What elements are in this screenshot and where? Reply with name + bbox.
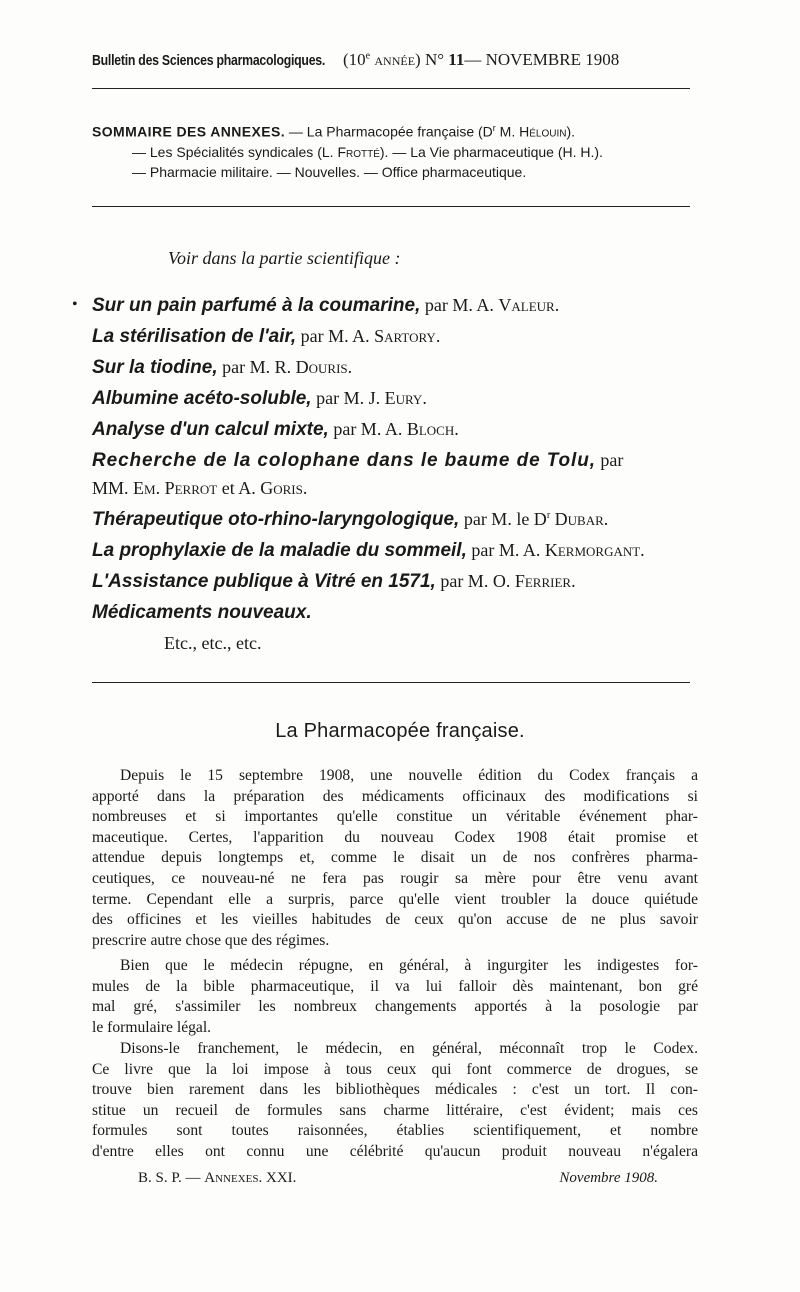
running-header	[92, 50, 692, 70]
header-rule	[92, 88, 690, 89]
sommaire-line-3: — Pharmacie militaire. — Nouvelles. — Office pharmaceutique.	[132, 163, 527, 180]
text-line: stitue un recueil de formules sans charme littéraire, c'est évident; mais ces	[92, 1101, 698, 1119]
toc-item	[92, 597, 702, 628]
toc-author: Goris.	[260, 478, 308, 498]
sommaire-line-2	[92, 142, 702, 162]
paragraph-3	[92, 1039, 698, 1163]
sommaire-line1-author: M. Hélouin).	[495, 123, 576, 140]
issue-annee: année)	[370, 50, 421, 69]
text-line: le formulaire légal.	[92, 1018, 212, 1036]
sommaire-heading: SOMMAIRE DES ANNEXES.	[92, 123, 286, 140]
toc-title: Recherche de la colophane dans le baume de Tolu,	[92, 450, 596, 471]
toc-title: La prophylaxie de la maladie du sommeil,	[92, 540, 467, 561]
text-line: d'entre elles ont connu une célébrité qu'aucun produit nouveau n'égalera	[92, 1142, 698, 1160]
text-line: nombreuses et si importantes qu'elle constitue un véritable événement phar-	[92, 808, 698, 826]
toc-author: Valeur.	[498, 295, 560, 315]
text-line: mal gré, s'assimiler les nombreux changements apportés à la posologie par	[92, 998, 698, 1016]
toc-by: par M. O.	[435, 571, 515, 591]
toc-by: par M. le D	[459, 509, 547, 529]
toc-item	[92, 445, 702, 500]
toc-title: Médicaments nouveaux.	[92, 602, 312, 623]
text-line: des officines et les vieilles habitudes de ceux qu'on accuse de ne plus savoir	[92, 911, 698, 929]
toc-author: Sartory.	[374, 326, 441, 346]
page-footer	[138, 1170, 658, 1187]
toc-by: par M. A.	[296, 326, 375, 346]
toc-continuation	[92, 476, 702, 500]
issue-date: — NOVEMBRE 1908	[464, 50, 620, 69]
toc-item	[92, 383, 702, 414]
text-line: Bien que le médecin répugne, en général, à ingurgiter les indigestes for-	[120, 957, 698, 974]
sommaire-line-1	[92, 118, 702, 142]
footer-left-b: Annexes. XXI.	[204, 1170, 297, 1186]
issue-sup: e	[365, 50, 371, 62]
paragraph-2	[92, 956, 698, 1038]
toc-item	[92, 352, 702, 383]
issue-number: 11	[448, 50, 465, 69]
text-line: ceutiques, ce nouveau-né ne fera pas rougir sa mère pour être venu avant	[92, 869, 698, 887]
toc-by: par M. A.	[466, 540, 545, 560]
text-line: attendue depuis longtemps et, comme le disait un de nos confrères pharma-	[92, 849, 698, 867]
toc-item	[92, 566, 702, 597]
margin-dot: •	[72, 296, 78, 313]
text-line: Ce livre que la loi impose à tous ceux qui font commerce de drogues, se	[92, 1060, 698, 1078]
toc-title: Albumine acéto-soluble,	[92, 388, 312, 409]
toc-by: par M. J.	[311, 388, 385, 408]
toc-item	[92, 321, 702, 352]
toc-author: Kermorgant.	[544, 540, 645, 560]
etc-line: Etc., etc., etc.	[164, 633, 262, 653]
sommaire-des-annexes	[92, 118, 702, 182]
text-line: trouve bien rarement dans les bibliothèques médicales : c'est un tort. Il con-	[92, 1081, 698, 1099]
toc-item	[92, 290, 702, 321]
footer-left-a: B. S. P. —	[138, 1170, 205, 1186]
toc-by: par M. R.	[217, 357, 296, 377]
issue-prefix: (10	[343, 50, 366, 69]
sommaire-line1-sup: r	[492, 123, 496, 133]
toc-title: Analyse d'un calcul mixte,	[92, 419, 329, 440]
paragraph-1	[92, 766, 698, 951]
toc-author: Eury.	[384, 388, 427, 408]
toc-title: L'Assistance publique à Vitré en 1571,	[92, 571, 436, 592]
voir-heading: Voir dans la partie scientifique :	[168, 248, 401, 268]
toc-by: par M. A.	[328, 419, 407, 439]
toc-cont-a: MM.	[92, 478, 134, 498]
issue-num-label: N°	[420, 50, 449, 69]
toc-title: La stérilisation de l'air,	[92, 326, 297, 347]
text-line: mules de la bible pharmaceutique, il va lui falloir dès maintenant, bon gré	[92, 977, 698, 995]
text-line: prescrire autre chose que des régimes.	[92, 931, 330, 949]
sommaire-rule	[92, 206, 690, 207]
toc-author: Em. Perrot	[133, 478, 218, 498]
toc-by: par M. A.	[420, 295, 499, 315]
text-line: Disons-le franchement, le médecin, en général, méconnaît trop le Codex.	[120, 1040, 698, 1057]
toc-item	[92, 500, 702, 535]
footer-date: Novembre 1908.	[559, 1170, 658, 1186]
text-line: formules sont toutes raisonnées, établies scientifiquement, et nombre	[92, 1122, 698, 1140]
footer-left	[138, 1170, 296, 1187]
toc-cont-b: et A.	[217, 478, 261, 498]
scientific-contents	[92, 290, 702, 659]
text-line: maceutique. Certes, l'apparition du nouveau Codex 1908 était promise et	[92, 828, 698, 846]
toc-author: Douris.	[295, 357, 353, 377]
issue-info	[343, 50, 619, 70]
sommaire-line1-text: — La Pharmacopée française (D	[288, 123, 493, 140]
article-title: La Pharmacopée française.	[275, 720, 525, 742]
toc-title: Thérapeutique oto-rhino-laryngologique,	[92, 509, 460, 530]
toc-item	[92, 414, 702, 445]
toc-item	[92, 535, 702, 566]
sommaire-line2-a: — Les Spécialités syndicales (L.	[132, 143, 338, 160]
text-line: terme. Cependant elle a surpris, parce qu'elle vient troubler la douce quiétude	[92, 890, 698, 908]
toc-author: Ferrier.	[514, 571, 576, 591]
section-rule	[92, 682, 690, 683]
toc-sup: r	[546, 510, 551, 521]
text-line: apporté dans la préparation des médicaments officinaux des modifications si	[92, 787, 698, 805]
toc-by: par	[595, 450, 624, 470]
toc-title: Sur la tiodine,	[92, 357, 218, 378]
journal-title: Bulletin des Sciences pharmacologiques.	[92, 52, 326, 69]
sommaire-line2-author: Frotté	[337, 143, 380, 160]
toc-title: Sur un pain parfumé à la coumarine,	[92, 295, 421, 316]
text-line: Depuis le 15 septembre 1908, une nouvelle édition du Codex français a	[120, 767, 698, 784]
toc-author: Dubar.	[550, 509, 609, 529]
sommaire-line2-b: ). — La Vie pharmaceutique (H. H.).	[379, 143, 603, 160]
toc-author: Bloch.	[406, 419, 459, 439]
